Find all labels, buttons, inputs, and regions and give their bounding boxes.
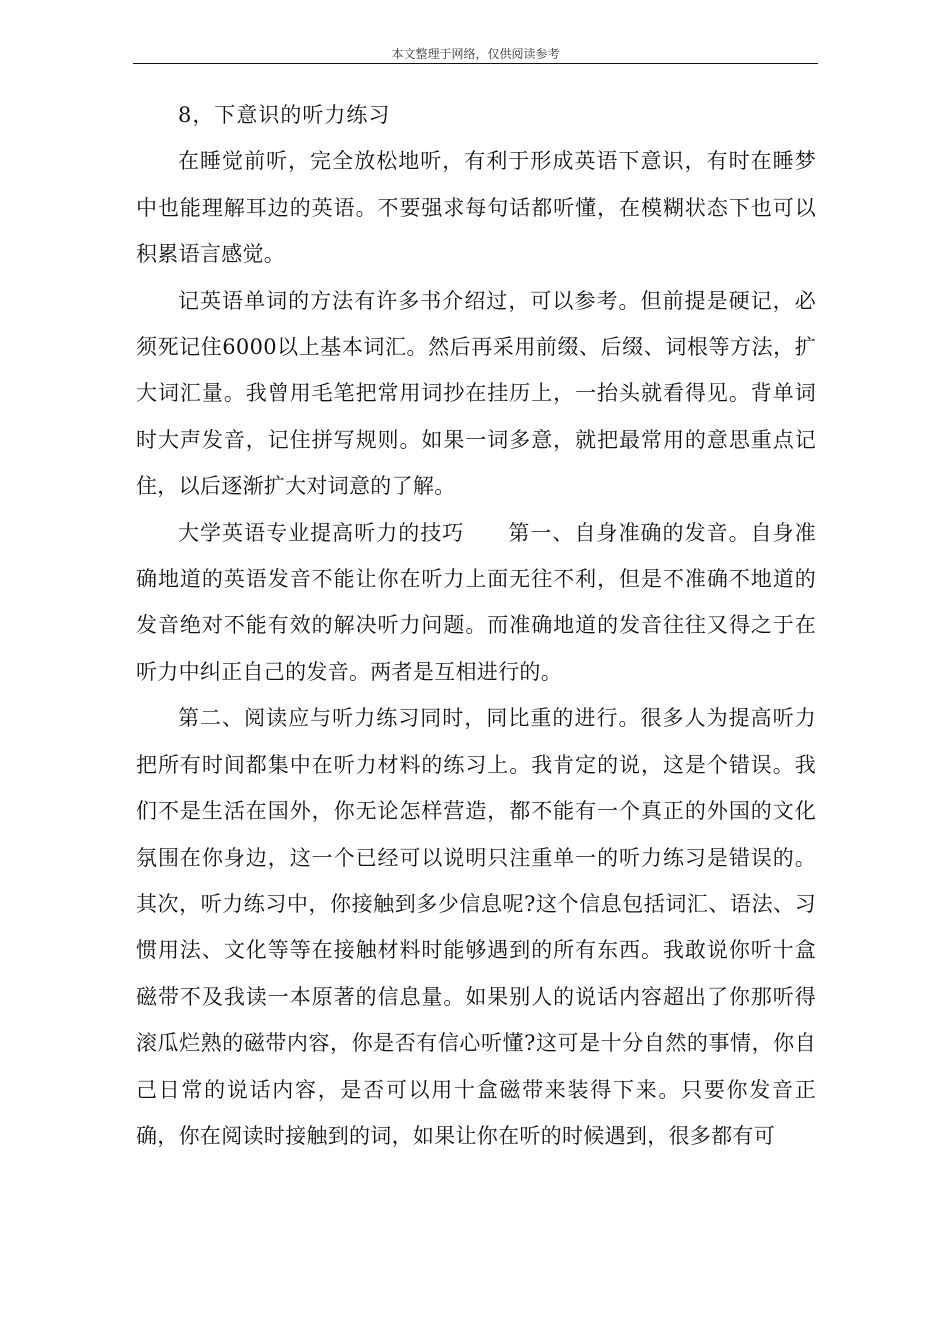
paragraph-sleep-listening: 在睡觉前听，完全放松地听，有利于形成英语下意识，有时在睡梦中也能理解耳边的英语。不要强求每句话都听懂，在模糊状态下也可以积累语言感觉。 <box>136 149 816 267</box>
paragraph-reading-listening: 第二、阅读应与听力练习同时，同比重的进行。很多人为提高听力把所有时间都集中在听力材料的练习上。我肯定的说，这是个错误。我们不是生活在国外，你无论怎样营造，都不能有一个真正的外国的文化氛围在你身边，这一个已经可以说明只注重单一的听力练习是错误的。其次，听力练习中，你接触到多少信息呢?这个信息包括词汇、语法、习惯用法、文化等等在接触材料时能够遇到的所有东西。我敢说你听十盒磁带不及我读一本原著的信息量。如果别人的说话内容超出了你那听得滚瓜烂熟的磁带内容，你是否有信心听懂?这可是十分自然的事情，你自己日常的说话内容，是否可以用十盒磁带来装得下来。只要你发音正确，你在阅读时接触到的词，如果让你在听的时候遇到，很多都有可 <box>136 706 816 1148</box>
section-heading: 8，下意识的听力练习 <box>178 103 391 127</box>
paragraph-vocabulary: 记英语单词的方法有许多书介绍过，可以参考。但前提是硬记，必须死记住6000以上基本词汇。然后再采用前缀、后缀、词根等方法，扩大词汇量。我曾用毛笔把常用词抄在挂历上，一抬头就看得见。背单词时大声发音，记住拼写规则。如果一词多意，就把最常用的意思重点记住，以后逐渐扩大对词意的了解。 <box>136 288 816 499</box>
header-divider <box>133 63 818 64</box>
paragraph-pronunciation: 大学英语专业提高听力的技巧 第一、自身准确的发音。自身准确地道的英语发音不能让你在听力上面无往不利，但是不准确不地道的发音绝对不能有效的解决听力问题。而准确地道的发音往往又得之于在听力中纠正自己的发音。两者是互相进行的。 <box>136 520 816 684</box>
page-header: 本文整理于网络，仅供阅读参考 <box>391 47 560 61</box>
document-body <box>136 92 816 1159</box>
